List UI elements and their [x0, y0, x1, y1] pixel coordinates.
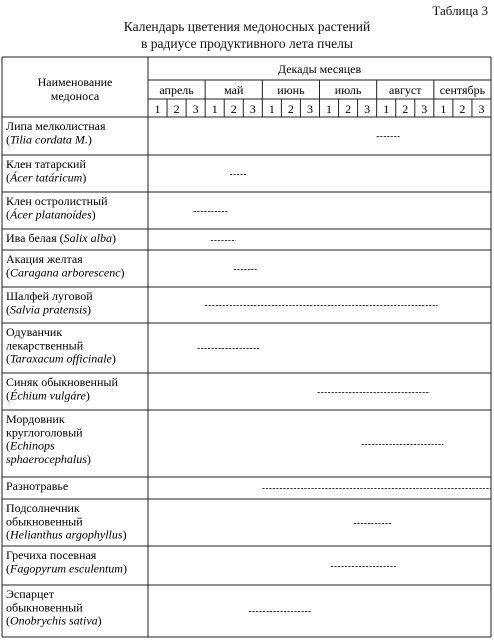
decade-number: 2: [402, 102, 409, 116]
plant-name-part: ): [120, 265, 125, 280]
plant-name: [6, 412, 91, 466]
plant-name: [6, 231, 116, 245]
plant-name: [6, 157, 86, 184]
plant-name-part: Одуванчик: [6, 325, 63, 339]
plant-name-part: (: [6, 351, 10, 366]
plant-name-part: Эспарцет: [6, 587, 54, 601]
decade-number: 3: [478, 102, 485, 116]
decade-number: 2: [230, 102, 237, 116]
plant-name-part: Акация желтая: [6, 252, 83, 266]
plant-name-part: Echinops: [10, 438, 55, 453]
plant-name: [6, 587, 102, 628]
plant-name-part: (: [6, 302, 10, 317]
plant-name-part: (: [6, 388, 10, 403]
plant-name-part: ): [85, 388, 90, 403]
plant-name-part: (: [6, 613, 10, 628]
plant-name-part: Ácer platanoídes: [10, 207, 92, 222]
plant-name: [6, 479, 68, 493]
plant-name-part: Caragana arborescenc: [10, 265, 121, 280]
plant-name-part: ): [87, 302, 91, 317]
plant-name-part: Подсолнечник: [6, 501, 80, 515]
name-column-header: [38, 75, 113, 103]
decade-number: 1: [211, 102, 218, 116]
plant-name-part: Синяк обыкновенный: [6, 375, 118, 389]
decades-header: Декады месяцев: [277, 62, 362, 76]
decade-number: 2: [287, 102, 294, 116]
plant-name: [6, 194, 108, 221]
plant-name-part: ): [82, 170, 87, 185]
plant-name-part: ): [86, 451, 91, 466]
plant-name-part: Salix alba: [63, 231, 112, 245]
plant-name-part: Taraxacum officinale: [10, 351, 112, 366]
plant-name-part: ): [97, 613, 102, 628]
month-label: июль: [334, 83, 362, 97]
decade-number: 3: [192, 102, 199, 116]
decade-number: 2: [459, 102, 466, 116]
plant-name-part: (: [6, 132, 10, 147]
plant-name-part: Клен татарский: [6, 157, 86, 171]
month-label: сентябрь: [439, 83, 486, 97]
plant-name-part: Гречиха посевная: [6, 548, 97, 562]
plant-name: [6, 325, 116, 366]
decade-number: 1: [440, 102, 447, 116]
plant-name-part: (: [6, 527, 10, 542]
table-title-line-2: в радиусе продуктивного лета пчелы: [141, 36, 353, 51]
month-label: май: [224, 83, 244, 97]
table-number-label: Таблица 3: [432, 3, 488, 18]
plant-name-part: Шалфей луговой: [6, 289, 93, 303]
plant-name-part: Клен остролистный: [6, 194, 108, 208]
plant-name-part: Ива белая (: [6, 231, 64, 245]
plant-name-part: ): [111, 351, 116, 366]
plant-name-part: обыкновенный: [6, 600, 83, 615]
plant-name-part: Tilia cordata M.: [10, 132, 88, 147]
plant-name: [6, 289, 93, 316]
plant-name-part: (: [6, 265, 10, 280]
plant-name-part: Fagopyrum esculentum: [10, 561, 123, 576]
plant-name-part: Липа мелколистная: [6, 119, 106, 133]
month-label: апрель: [159, 83, 194, 97]
plant-name-part: ): [122, 561, 127, 576]
plant-name-part: Salvia pratensis: [10, 302, 87, 317]
decade-number: 2: [345, 102, 352, 116]
decade-number: 1: [268, 102, 275, 116]
plant-name-part: Onobrychis sativa: [10, 613, 98, 628]
decade-number: 3: [249, 102, 256, 116]
plant-name-part: лекарственный: [6, 338, 84, 353]
decade-number: 1: [383, 102, 390, 116]
plant-name-part: Мордовник: [6, 412, 65, 426]
plant-name-part: ): [111, 231, 116, 245]
plant-name-part: sphaerocephalus: [6, 451, 87, 466]
decade-number: 1: [154, 102, 161, 116]
plant-name-part: Helianthus argophyllus: [10, 527, 123, 542]
month-label: июнь: [277, 83, 305, 97]
plant-name-part: (: [6, 207, 10, 222]
plant-name-part: (: [6, 170, 10, 185]
plant-name-part: Разнотравье: [6, 479, 69, 493]
plant-name: [6, 501, 127, 542]
plant-name-part: Échium vulgáre: [10, 388, 86, 403]
plant-name: [6, 375, 118, 402]
plant-name: [6, 119, 106, 146]
decade-number: 3: [364, 102, 371, 116]
plant-name-part: (: [6, 438, 10, 453]
name-column-header-line: Наименование: [37, 75, 113, 89]
plant-name-part: круглоголовый: [6, 425, 83, 440]
plant-name-part: ): [91, 207, 96, 222]
plant-name-part: (: [6, 561, 10, 576]
plant-name-part: ): [87, 132, 92, 147]
decade-number: 3: [306, 102, 313, 116]
plant-name-part: Ácer tatáricum: [10, 170, 83, 185]
decade-number: 3: [421, 102, 428, 116]
plant-name: [6, 548, 127, 575]
month-label: август: [389, 83, 422, 97]
plant-name: [6, 252, 125, 279]
name-column-header-line: медоноса: [50, 89, 100, 103]
table-title-line-1: Календарь цветения медоносных растений: [123, 19, 371, 34]
plant-name-part: обыкновенный: [6, 514, 83, 529]
decade-number: 1: [326, 102, 333, 116]
plant-name-part: ): [122, 527, 127, 542]
decade-number: 2: [173, 102, 180, 116]
